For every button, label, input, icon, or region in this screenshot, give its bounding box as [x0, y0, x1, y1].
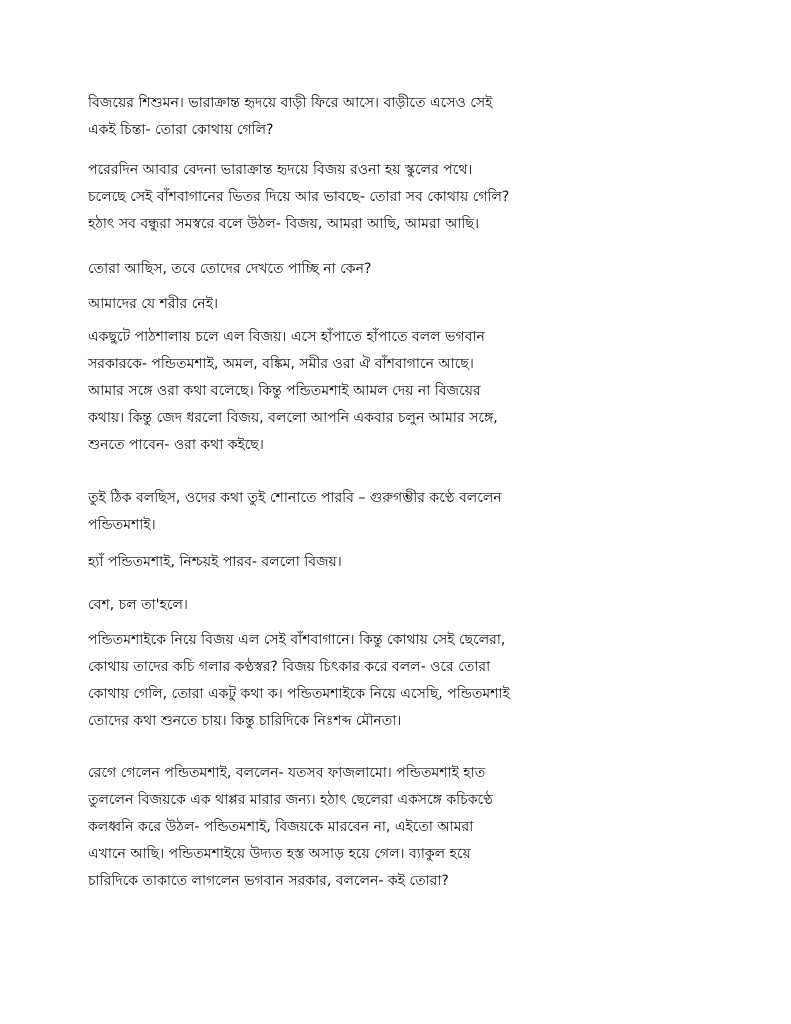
text-line: বিজয়ের শিশুমন। ভারাক্রান্ত হৃদয়ে বাড়ী ফিরে আসে। বাড়ীতে এসেও সেই — [88, 95, 493, 111]
text-line: আমার সঙ্গে ওরা কথা বলেছে। কিন্তু পন্ডিতমশাই আমল দেয় না বিজয়ের — [88, 383, 481, 399]
paragraph-5 — [88, 324, 728, 459]
text-line: হ্যাঁ পন্ডিতমশাই, নিশ্চয়ই পারব- বললো বিজয়। — [88, 554, 342, 570]
text-line: রেগে গেলেন পন্ডিতমশাই, বললেন- যতসব ফাজলামো। পন্ডিতমশাই হাত — [88, 765, 486, 781]
text-line: কোথায় গেলি, তোরা একটু কথা ক। পন্ডিতমশাইকে নিয়ে এসেছি, পন্ডিতমশাই — [88, 686, 510, 702]
text-line: কোথায় তাদের কচি গলার কণ্ঠস্বর? বিজয় চিৎকার করে বলল- ওরে তোরা — [88, 659, 491, 675]
text-line: পন্ডিতমশাই। — [88, 517, 156, 533]
text-line: এখানে আছি। পন্ডিতমশাইয়ে উদ্যত হস্ত অসাড় হয়ে গেল। ব্যাকুল হয়ে — [88, 846, 471, 862]
paragraph-4 — [88, 291, 728, 318]
text-line: সরকারকে- পন্ডিতমশাই, অমল, বঙ্কিম, সমীর ওরা ঐ বাঁশবাগানে আছে। — [88, 356, 474, 372]
text-line: বেশ, চল তা'হলে। — [88, 597, 188, 613]
text-line: কলধ্বনি করে উঠল- পন্ডিতমশাই, বিজয়কে মারবেন না, এইতো আমরা — [88, 819, 474, 835]
paragraph-6 — [88, 485, 728, 539]
text-line: একই চিন্তা- তোরা কোথায় গেলি? — [88, 122, 274, 138]
text-line: পন্ডিতমশাইকে নিয়ে বিজয় এল সেই বাঁশবাগানে। কিন্তু কোথায় সেই ছেলেরা, — [88, 632, 506, 648]
paragraph-10 — [88, 760, 728, 895]
text-line: তুই ঠিক বলছিস, ওদের কথা তুই শোনাতে পারবি – গুরুগম্ভীর কণ্ঠে বললেন — [88, 490, 502, 506]
text-line: তুললেন বিজয়কে এক থাপ্পর মারার জন্য। হঠাৎ ছেলেরা একসঙ্গে কচিকণ্ঠে — [88, 792, 493, 808]
text-line: আমাদের যে শরীর নেই। — [88, 296, 218, 312]
paragraph-8 — [88, 592, 728, 619]
text-line: তোদের কথা শুনতে চায়। কিন্তু চারিদিকে নিঃশব্দ মৌনতা। — [88, 713, 402, 729]
text-line: শুনতে পাবেন- ওরা কথা কইছে। — [88, 437, 264, 453]
text-line: একছুটে পাঠশালায় চলে এল বিজয়। এসে হাঁপাতে হাঁপাতে বলল ভগবান — [88, 329, 485, 345]
text-line: পরেরদিন আবার বেদনা ভারাক্রান্ত হৃদয়ে বিজয় রওনা হয় স্কুলের পথে। — [88, 162, 473, 178]
paragraph-3 — [88, 256, 728, 283]
text-line: চারিদিকে তাকাতে লাগলেন ভগবান সরকার, বললেন- কই তোরা? — [88, 873, 449, 889]
paragraph-9 — [88, 627, 728, 735]
paragraph-1 — [88, 90, 728, 144]
text-line: কথায়। কিন্তু জেদ ধরলো বিজয়, বললো আপনি একবার চলুন আমার সঙ্গে, — [88, 410, 498, 426]
paragraph-7 — [88, 549, 728, 576]
paragraph-2 — [88, 157, 728, 238]
text-line: হঠাৎ সব বন্ধুরা সমস্বরে বলে উঠল- বিজয়, আমরা আছি, আমরা আছি। — [88, 216, 479, 232]
text-line: তোরা আছিস, তবে তোদের দেখতে পাচ্ছি না কেন? — [88, 261, 372, 277]
text-line: চলেছে সেই বাঁশবাগানের ভিতর দিয়ে আর ভাবছে- তোরা সব কোথায় গেলি? — [88, 189, 510, 205]
